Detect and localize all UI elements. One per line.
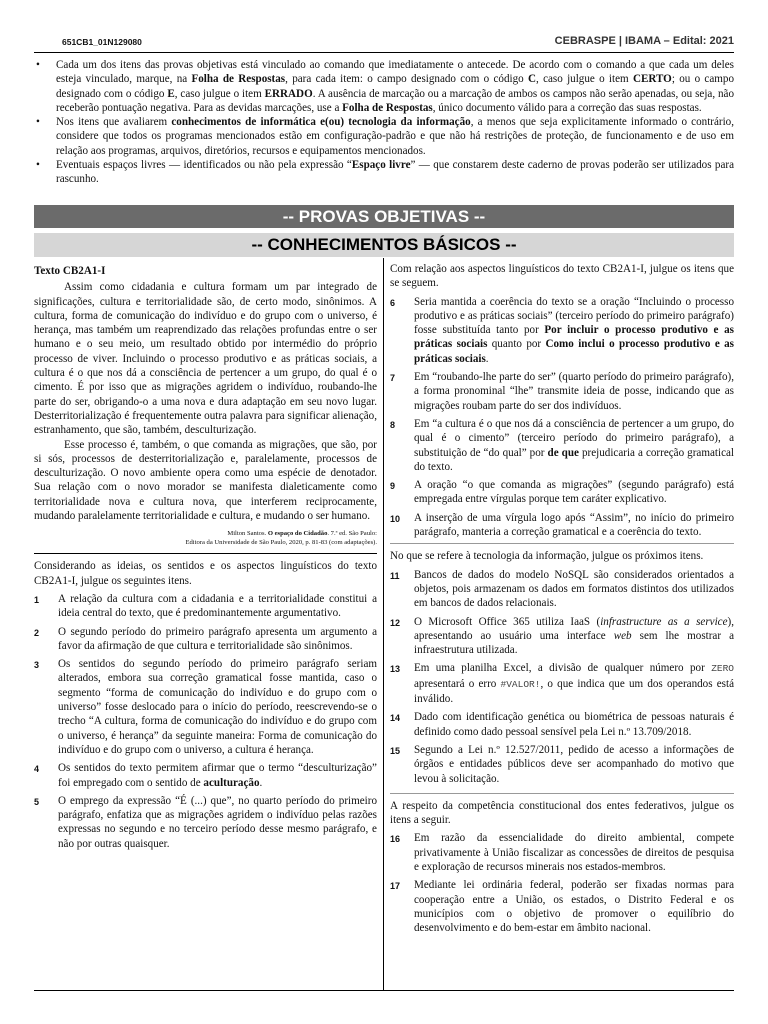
instruction-item — [34, 115, 734, 158]
question-bold-term: aculturação — [203, 776, 260, 789]
question-text: Segundo a Lei n.º 12.527/2011, pedido de acesso a informações de órgãos e entidades públicos deve ser acompanhado do motivo que levou à solicitação. — [414, 743, 734, 785]
question-number: 2 — [34, 627, 40, 638]
question-intro: Com relação aos aspectos linguísticos do texto CB2A1-I, julgue os itens que se seguem. — [390, 263, 734, 290]
document-code: 651CB1_01N129080 — [62, 37, 142, 47]
question-number: 17 — [390, 881, 401, 892]
question-bold-term: de que — [547, 446, 579, 459]
question-code-term: #VALOR! — [500, 678, 541, 690]
question-item — [34, 657, 377, 757]
question-number: 11 — [390, 570, 400, 581]
question-group-text — [34, 554, 377, 858]
question-text: A oração “o que comanda as migrações” (segundo parágrafo) está empregada entre vírgulas porque tem caráter explicativo. — [414, 479, 734, 506]
bullet-icon: • — [36, 159, 40, 172]
question-number: 5 — [34, 796, 40, 807]
question-item — [34, 761, 377, 790]
source-edition: . 7.ª ed. São Paulo: — [327, 530, 377, 538]
instruction-text: ” — que constarem deste caderno de provas poderão ser utilizados para rascunho. — [56, 159, 734, 186]
instruction-item — [34, 58, 734, 115]
instruction-bold: Espaço livre — [351, 159, 411, 172]
bullet-icon: • — [36, 116, 40, 129]
question-item — [390, 831, 734, 874]
question-text: Seria mantida a coerência do texto se a oração “Incluindo o processo produtivo e as práticas sociais” (terceiro período do primeiro parágrafo) fosse substituída tanto por — [414, 295, 734, 337]
question-text: A relação da cultura com a cidadania e a territorialidade constitui a ideia central do texto, que é predominantemente argumentativo. — [58, 592, 377, 620]
column-divider — [383, 258, 384, 990]
question-intro: A respeito da competência constitucional dos entes federativos, julgue os itens a seguir. — [390, 799, 734, 827]
question-text: O Microsoft Office 365 utiliza IaaS ( — [414, 615, 601, 628]
question-group-linguistics — [390, 262, 734, 539]
question-italic-term: web — [613, 629, 632, 642]
question-item — [34, 625, 377, 654]
question-text: Em “roubando-lhe parte do ser” (quarto período do primeiro parágrafo), a forma pronominal “lhe” transmite ideia de posse, indicando que as migrações roubam parte do ser dos indivíduos. — [414, 371, 734, 412]
instruction-text: Nos itens que avaliarem — [56, 116, 172, 129]
instruction-text: , caso julgue o item — [174, 87, 265, 100]
instruction-bold: C — [527, 73, 536, 86]
question-intro: Considerando as ideias, os sentidos e os aspectos linguísticos do texto CB2A1-I, julgue os seguintes itens. — [34, 560, 377, 587]
source-author: Milton Santos. — [227, 530, 268, 538]
basic-knowledge-banner: -- CONHECIMENTOS BÁSICOS -- — [34, 233, 734, 257]
question-number: 12 — [390, 617, 401, 628]
instruction-bold: Folha de Respostas — [342, 101, 433, 114]
instruction-item — [34, 158, 734, 187]
question-number: 14 — [390, 713, 401, 724]
question-text: sem lhe mostrar a infraestrutura utilizada. — [414, 629, 734, 657]
instruction-text: , a menos que seja explicitamente informado o contrário, considere que todos os programas mencionados estão em configuração-padrão e que não há restrições de proteção, de funcionamento e de uso em relação aos programas, arquivos, diretórios, recursos e equipamentos mencionados. — [56, 116, 734, 157]
instruction-text: Cada um dos itens das provas objetivas está vinculado ao comando que imediatamente o antecede. De acordo com o comando a que cada um deles esteja vinculado, marque, na — [56, 59, 734, 86]
question-number: 16 — [390, 834, 401, 845]
question-number: 8 — [390, 419, 396, 430]
question-text: Em “a cultura é o que nos dá a consciência de pertencer a um grupo, do qual é o cimento” (terceiro período do primeiro parágrafo), a substituição de “do qual” por — [414, 417, 734, 459]
instruction-text: , para cada item: o campo designado com o código — [285, 73, 528, 86]
question-italic-term: infrastructure as a service — [600, 615, 728, 628]
objective-tests-banner: -- PROVAS OBJETIVAS -- — [34, 205, 734, 228]
text-paragraph-2: Esse processo é, também, o que comanda as migrações, que são, por si sós, processos de desterritorialização e, paralelamente, processos de desculturização. O novo ambiente opera como uma espécie de denotador. Sua relação com o novo morador se manifesta dialeticamente como territorialidade nova e cultura nova, que interferem reciprocamente, mudando paralelamente territorialidade e cultura, e mudando o ser humano. — [34, 438, 377, 523]
question-text: Em uma planilha Excel, a divisão de qualquer número por — [414, 662, 712, 675]
question-item — [390, 511, 734, 540]
page-bottom-rule — [34, 990, 734, 991]
source-title: O espaço do Cidadão — [267, 530, 328, 538]
question-text: apresentará o erro — [414, 677, 501, 690]
question-item — [390, 370, 734, 413]
question-group-constitutional — [390, 794, 734, 943]
question-text: O segundo período do primeiro parágrafo apresenta um argumento a favor da afirmação de que cultura e territorialidade são sinônimos. — [58, 625, 377, 652]
question-text: quanto por — [487, 338, 546, 351]
instruction-bold: ERRADO — [264, 87, 313, 100]
question-item — [390, 417, 734, 474]
question-number: 10 — [390, 513, 401, 524]
question-text: Os sentidos do texto permitem afirmar que o termo “desculturização” foi empregado com o sentido de — [58, 762, 377, 789]
question-number: 9 — [390, 481, 396, 492]
instruction-text: Eventuais espaços livres — identificados ou não pela expressão “ — [56, 159, 352, 172]
page-header — [34, 36, 734, 53]
question-text: Dado com identificação genética ou biométrica de pessoas naturais é definido como dado pessoal sensível pela Lei n.º 13.709/2018. — [414, 711, 734, 738]
question-group-it — [390, 544, 734, 792]
question-item — [34, 592, 377, 621]
instruction-text: , único documento válido para a correção das suas respostas. — [432, 101, 702, 114]
question-text: A inserção de uma vírgula logo após “Assim”, no início do primeiro parágrafo, manteria a correção gramatical e a coerência do texto. — [414, 511, 734, 539]
question-number: 7 — [390, 373, 396, 384]
instruction-bold: conhecimentos de informática e(ou) tecnologia da informação — [171, 116, 471, 129]
question-number: 4 — [34, 764, 40, 775]
text-paragraph-1: Assim como cidadania e cultura formam um par integrado de significações, cultura e territorialidade são, de certo modo, sinônimos. A cultura, forma de comunicação do indivíduo e do grupo com o universo, é herança, mas também um reaprendizado das relações profundas entre o ser humano e o seu meio, um resultado obtido por intermédio do próprio processo de viver. Incluindo o processo produtivo e as práticas sociais, a cultura é o que nos dá a consciência de pertencer a um grupo, do qual é o cimento. É por isso que as migrações agridem o indivíduo, roubando-lhe parte do ser, obrigando-o a uma nova e dura adaptação em seu novo lugar. Desterritorialização é frequentemente outra palavra para significar alienação, estranhamento, que são, também, desculturização. — [34, 281, 377, 437]
instruction-text: . A ausência de marcação ou a marcação de ambos os campos não serão apenadas, ou seja, não receberão pontuação negativa. Para as devidas marcações, use a — [56, 87, 734, 114]
question-text: Em razão da essencialidade do direito ambiental, compete privativamente à União fiscalizar as concessões de direitos de pesquisa e exploração de recursos minerais nos estados-membros. — [414, 832, 734, 873]
question-item — [390, 743, 734, 786]
question-text: prejudicaria a correção gramatical do texto. — [414, 446, 734, 473]
question-number: 3 — [34, 660, 40, 671]
source-publisher: Editora da Universidade de São Paulo, 2020, p. 81-83 (com adaptações). — [185, 539, 377, 547]
question-item — [34, 794, 377, 851]
question-text: O emprego da expressão “É (...) que”, no quarto período do primeiro parágrafo, enfatiza que as migrações agridem o indivíduo pelas razões expressas no segundo e no terceiro período desse mesmo parágrafo, e não por outras quaisquer. — [58, 794, 377, 850]
exam-title: CEBRASPE | IBAMA – Edital: 2021 — [554, 35, 734, 47]
question-code-term: ZERO — [711, 663, 734, 675]
instruction-text: ; ou o campo designado com o código — [56, 73, 735, 100]
question-item — [390, 568, 734, 611]
question-intro: No que se refere à tecnologia da informação, julgue os próximos itens. — [390, 550, 704, 563]
question-item — [390, 661, 734, 706]
question-text: Os sentidos do segundo período do primeiro parágrafo seriam alterados, embora sua correção gramatical fosse mantida, caso o segmento “forma de comunicação do indivíduo e do grupo com o universo” fosse deslocado para o início do período, reescrevendo-se o trecho “A cultura, forma de comunicação do indivíduo e do grupo com o universo, é herança” da seguinte maneira: Forma de comunicação do indivíduo e do grupo com o universo, a cultura é herança. — [58, 658, 377, 756]
question-item — [390, 295, 734, 366]
instruction-bold: E — [167, 87, 175, 100]
question-item — [390, 710, 734, 739]
left-column — [34, 262, 377, 858]
question-number: 13 — [390, 664, 401, 675]
right-column — [390, 262, 734, 942]
text-title: Texto CB2A1-I — [34, 265, 106, 277]
bullet-icon: • — [36, 59, 40, 71]
question-item — [390, 878, 734, 935]
question-bold-term: Como inclui o processo produtivo e as práticas sociais — [414, 338, 734, 365]
question-number: 15 — [390, 745, 401, 756]
instruction-bold: CERTO — [632, 73, 672, 86]
instruction-text: , caso julgue o item — [536, 73, 633, 86]
question-number: 6 — [390, 297, 396, 308]
instructions — [34, 58, 734, 187]
instruction-bold: Folha de Respostas — [191, 73, 286, 86]
question-number: 1 — [34, 594, 40, 605]
question-text: Mediante lei ordinária federal, poderão ser fixadas normas para cooperação entre a União, os estados, o Distrito Federal e os municípios com o objetivo de promover o equilíbrio do desenvolvimento e do bem-estar em âmbito nacional. — [414, 879, 734, 935]
question-text: . — [259, 776, 263, 789]
question-text: . — [485, 352, 489, 365]
question-item — [390, 478, 734, 507]
question-text: Bancos de dados do modelo NoSQL são considerados orientados a objetos, pois armazenam os dados em formatos distintos dos utilizados em bancos de dados relacionais. — [414, 568, 734, 610]
question-text: ), apresentando ao usuário uma interface — [414, 615, 734, 642]
text-source — [34, 529, 377, 547]
question-item — [390, 615, 734, 658]
question-bold-term: Por incluir o processo produtivo e as práticas sociais — [414, 324, 734, 351]
question-text: , o que indica que um dos operandos está inválido. — [414, 677, 734, 706]
